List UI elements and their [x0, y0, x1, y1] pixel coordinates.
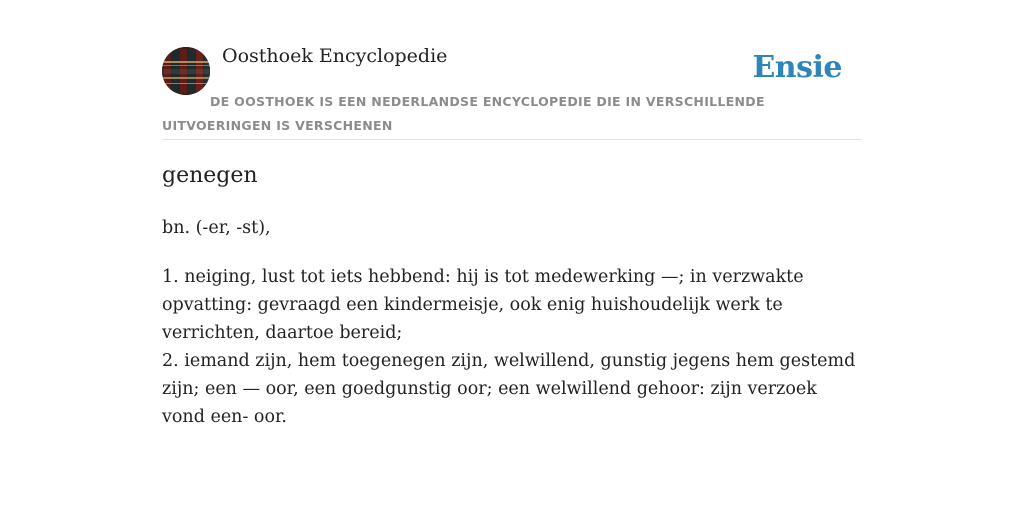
content-container — [162, 0, 862, 427]
header — [162, 0, 862, 140]
definition-1: 1. neiging, lust tot iets hebbend: hij is tot medewerking —; in verzwakte opvatting: gevraagd een kindermeisje, ook enig huishoudelijk werk te verrichten, daartoe bereid; — [162, 267, 804, 343]
entry-headword: genegen — [162, 163, 258, 188]
definition-2: 2. iemand zijn, hem toegenegen zijn, welwillend, gunstig jegens hem gestemd zijn; een — oor, een goedgunstig oor; een welwillend gehoor: zijn verzoek vond een- oor. — [162, 351, 856, 427]
encyclopedia-books-icon[interactable] — [162, 47, 210, 95]
ensie-brand-link[interactable]: Ensie — [752, 50, 842, 85]
site-title-link[interactable]: Oosthoek Encyclopedie — [222, 45, 448, 67]
entry-grammar: bn. (-er, -st), — [162, 218, 271, 238]
entry-definitions — [162, 263, 862, 431]
site-tagline: DE OOSTHOEK IS EEN NEDERLANDSE ENCYCLOPEDIE DIE IN VERSCHILLENDE UITVOERINGEN IS VERSCHENEN — [162, 94, 765, 133]
